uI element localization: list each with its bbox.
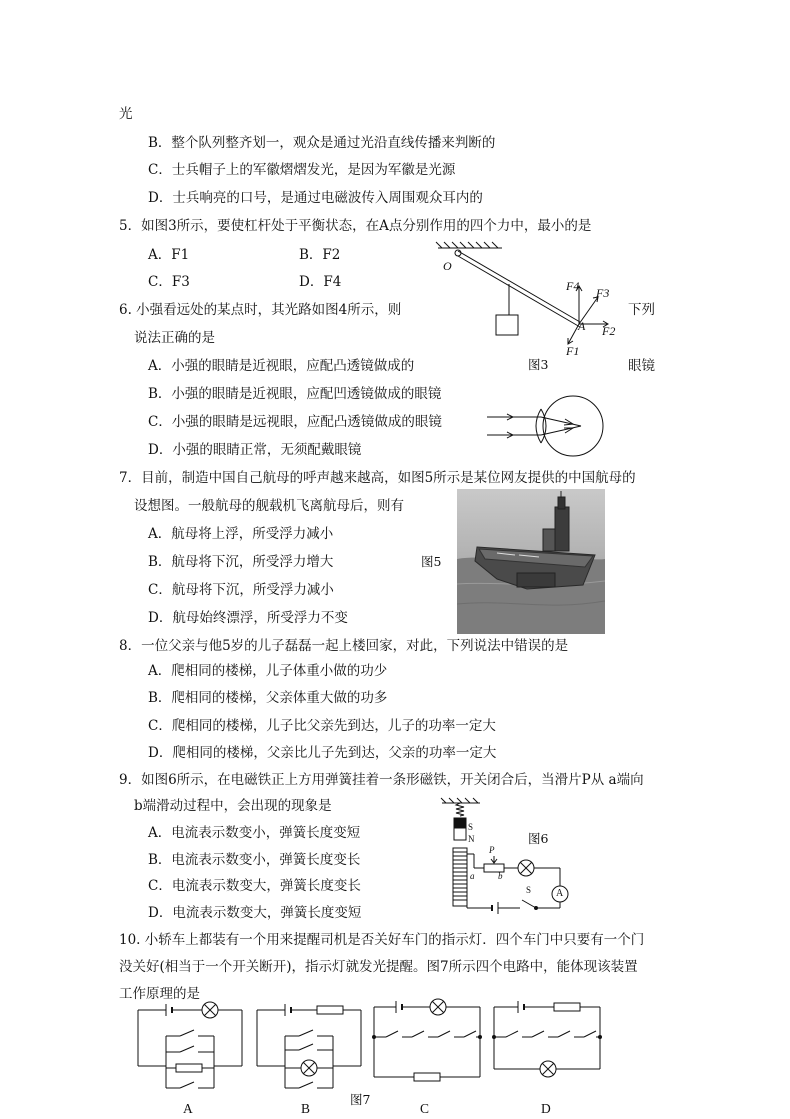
q9-option-b: B．电流表示数变小，弹簧长度变长 [148, 852, 361, 868]
figure-6-label-n-pole: N [468, 834, 475, 844]
q6-option-c: C．小强的眼睛是远视眼，应配凸透镜做成的眼镜 [148, 414, 442, 430]
figure-6-label-p: P [489, 845, 495, 855]
q5-option-b: B．F2 [299, 247, 341, 263]
figure-3-lever [430, 240, 630, 370]
q8-option-b: B．爬相同的楼梯，父亲体重大做的功多 [148, 690, 388, 706]
figure-6-electromagnet-circuit [436, 798, 586, 918]
q8-option-d: D．爬相同的楼梯，父亲比儿子先到达，父亲的功率一定大 [148, 745, 497, 761]
figure-3-label-o: O [443, 259, 452, 273]
figure-6-label-s-pole: S [468, 822, 474, 832]
q5-option-a: A．F1 [148, 247, 190, 263]
q5-option-c: C．F3 [148, 274, 190, 290]
q4-option-b: B．整个队列整齐划一，观众是通过光沿直线传播来判断的 [148, 135, 496, 151]
figure-5-carrier-photo [457, 489, 605, 634]
q4-option-c: C．士兵帽子上的军徽熠熠发光，是因为军徽是光源 [148, 162, 456, 178]
figure-5-caption: 图5 [421, 554, 442, 569]
circuit-a [136, 1000, 246, 1098]
q4-continued-text: 光 [119, 106, 133, 122]
figure-7-caption: 图7 [350, 1092, 371, 1107]
q6-option-a: A．小强的眼睛是近视眼，应配凸透镜做成的 [148, 358, 415, 374]
figure-6-label-a: a [470, 871, 475, 881]
q5-option-d: D．F4 [299, 274, 342, 290]
figure-3-label-f1: F1 [566, 344, 580, 358]
circuit-b [255, 1000, 365, 1098]
q4-option-d: D．士兵响亮的口号，是通过电磁波传入周围观众耳内的 [148, 190, 483, 206]
q7-option-a: A．航母将上浮，所受浮力减小 [148, 526, 334, 542]
figure-3-label-f3: F3 [596, 286, 610, 300]
q9-stem-line2: b端滑动过程中，会出现的现象是 [134, 798, 332, 814]
q7-option-c: C．航母将下沉，所受浮力减小 [148, 582, 334, 598]
q6-stem-line1: 6. 小强看远处的某点时，其光路如图4所示，则 [119, 302, 402, 318]
q5-stem: 5．如图3所示，要使杠杆处于平衡状态，在A点分别作用的四个力中，最小的是 [119, 218, 592, 234]
figure-6-label-b: b [498, 871, 503, 881]
q6-option-d: D．小强的眼睛正常，无须配戴眼镜 [148, 442, 362, 458]
figure-6-label-ammeter: A [556, 888, 564, 899]
q6-stem-line1-tail: 下列 [628, 302, 655, 318]
q9-stem-line1: 9．如图6所示，在电磁铁正上方用弹簧挂着一条形磁铁，开关闭合后，当滑片P从 a端向 [119, 772, 644, 788]
q7-stem-line2: 设想图。一般航母的舰载机飞离航母后，则有 [134, 498, 404, 514]
circuit-b-label: B [301, 1101, 311, 1116]
q9-option-d: D．电流表示数变大，弹簧长度变短 [148, 905, 362, 921]
circuit-c-label: C [420, 1101, 430, 1116]
figure-4-eye [485, 395, 615, 460]
circuit-c [372, 997, 484, 1089]
figure-6-caption: 图6 [528, 831, 549, 846]
q8-stem: 8．一位父亲与他5岁的儿子磊磊一起上楼回家，对此，下列说法中错误的是 [119, 638, 569, 654]
q7-option-d: D．航母始终漂浮，所受浮力不变 [148, 610, 348, 626]
q7-stem-line1: 7．目前，制造中国自己航母的呼声越来越高，如图5所示是某位网友提供的中国航母的 [119, 470, 636, 486]
q9-option-a: A．电流表示数变小，弹簧长度变短 [148, 825, 361, 841]
q10-stem-line3: 工作原理的是 [119, 986, 200, 1002]
q8-option-c: C．爬相同的楼梯，儿子比父亲先到达，儿子的功率一定大 [148, 718, 496, 734]
q6-option-b: B．小强的眼睛是近视眼，应配凹透镜做成的眼镜 [148, 386, 442, 402]
q7-option-b: B．航母将下沉，所受浮力增大 [148, 554, 334, 570]
q10-stem-line2: 没关好(相当于一个开关断开)，指示灯就发光提醒。图7所示四个电路中，能体现该装置 [119, 959, 638, 975]
q9-option-c: C．电流表示数变大，弹簧长度变长 [148, 878, 361, 894]
circuit-a-label: A [183, 1101, 193, 1116]
q6-stem-line2: 说法正确的是 [134, 330, 215, 346]
figure-3-label-f4: F4 [566, 279, 580, 293]
figure-3-label-a: A [578, 319, 586, 333]
figure-6-label-switch: S [526, 885, 532, 895]
circuit-d [492, 997, 604, 1089]
q10-stem-line1: 10. 小轿车上都装有一个用来提醒司机是否关好车门的指示灯．四个车门中只要有一个门 [119, 932, 645, 948]
q6-option-a-tail: 眼镜 [628, 358, 655, 374]
circuit-d-label: D [541, 1101, 551, 1116]
q8-option-a: A．爬相同的楼梯，儿子体重小做的功少 [148, 663, 388, 679]
figure-3-label-f2: F2 [602, 324, 616, 338]
figure-3-caption: 图3 [528, 357, 549, 372]
